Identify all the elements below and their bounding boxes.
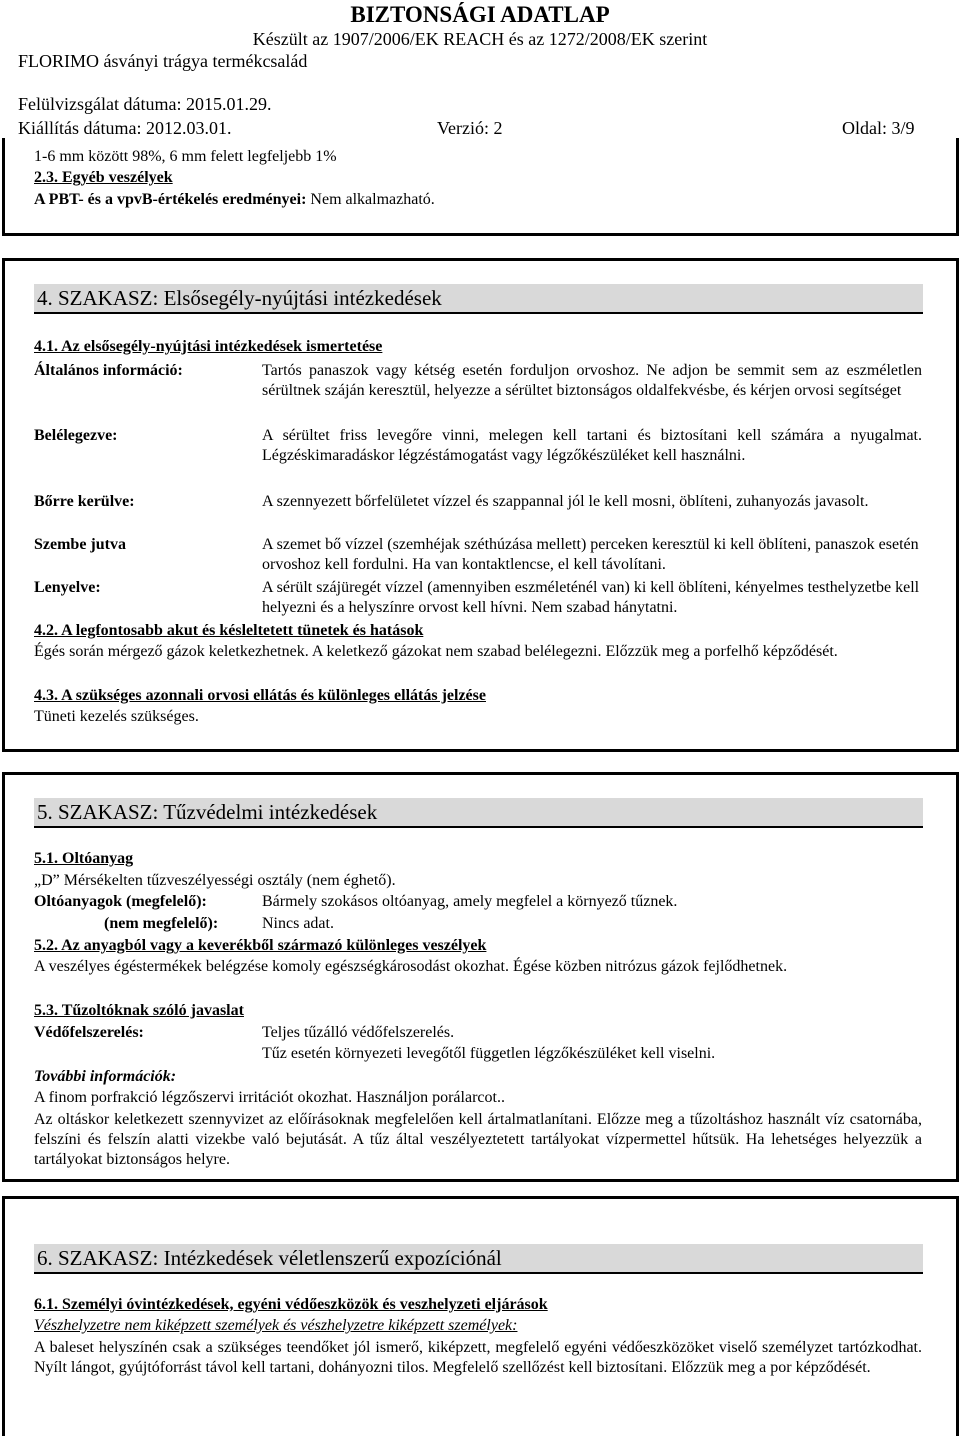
section4-3-heading: 4.3. A szükséges azonnali orvosi ellátás és különleges ellátás jelzése [34,687,486,704]
section5-2-heading: 5.2. Az anyagból vagy a keverékből származó különleges veszélyek [34,937,487,954]
additional-info-label: További információk: [34,1068,177,1085]
suitable-media-text: Bármely szokásos oltóanyag, amely megfelel a környező tűznek. [262,893,678,910]
section6-1-heading: 6.1. Személyi óvintézkedések, egyéni védőeszközök és veszhelyzeti eljárások [34,1296,548,1313]
section4-3-text: Tüneti kezelés szükséges. [34,708,199,725]
section5-title: 5. SZAKASZ: Tűzvédelmi intézkedések [34,798,923,828]
general-info-label: Általános információ: [34,362,183,379]
additional-info-text-1: A finom porfrakció légzőszervi irritációt okozhat. Használjon porálarcot.. [34,1089,505,1106]
eye-label: Szembe jutva [34,536,126,553]
section5-1-heading: 5.1. Oltóanyag [34,850,134,867]
version: Verzió: 2 [437,118,503,138]
product-name: FLORIMO ásványi trágya termékcsalád [18,51,308,71]
general-info-text: Tartós panaszok vagy kétség esetén forduljon orvoshoz. Ne adjon be semmit sem az eszméletlen sérültnek száján keresztül, helyezze a sérültet biztonságos oldalfekvésbe, és kérjen orvosi segítséget [262,362,922,399]
section5-2-text: A veszélyes égéstermékek belégzése komoly egészségkárosodást okozhat. Égése közben nitrózus gázok fejlődhetnek. [34,958,788,975]
section6-title: 6. SZAKASZ: Intézkedések véletlenszerű expozíciónál [34,1244,923,1274]
eye-text: A szemet bő vízzel (szemhéjak széthúzása mellett) perceken keresztül ki kell öblíteni, panaszok esetén orvoshoz kell fordulni. Ha van kontaktlencse, el kell távolítani. [262,536,919,573]
section4-1-heading: 4.1. Az elsősegély-nyújtási intézkedések ismertetése [34,338,383,355]
pbt-value: Nem alkalmazható. [306,191,435,208]
ingestion-text: A sérült szájüregét vízzel (amennyiben eszméleténél van) ki kell öblíteni, kényelmes testhelyzetbe kell helyezni és a helyszínre orvost kell hívni. Nem szabad hánytatni. [262,579,920,616]
skin-text: A szennyezett bőrfelületet vízzel és szappannal jól le kell mosni, öblíteni, zuhanyozás javasolt. [262,493,869,510]
inhalation-label: Belélegezve: [34,427,118,444]
section2-3-heading: 2.3. Egyéb veszélyek [34,169,173,186]
suitable-media-label: Oltóanyagok (megfelelő): [34,893,207,910]
document-title: BIZTONSÁGI ADATLAP [350,2,610,27]
additional-info-text-2: Az oltáskor keletkezett szennyvizet az előírásoknak megfelelően kell ártalmatlanítani. Előzze meg a tűzoltáshoz használt víz csatornába, felszíni és felszín alatti vizekbe való bejutását. A tűz által veszélyeztetett tartályokat vízpermettel hűtsük. Ha lehetséges helyezzük a tartályokat biztonságos helyre. [34,1111,922,1168]
grain-size-text: 1-6 mm között 98%, 6 mm felett legfeljebb 1% [34,148,337,165]
fire-class-text: „D” Mérsékelten tűzveszélyességi osztály (nem éghető). [34,872,396,889]
section5-3-heading: 5.3. Tűzoltóknak szóló javaslat [34,1002,244,1019]
pbt-line [34,190,435,210]
unsuitable-media-label: (nem megfelelő): [104,915,219,932]
revision-date: Felülvizsgálat dátuma: 2015.01.29. [18,94,272,114]
section6-1-subheading: Vészhelyzetre nem kiképzett személyek és vészhelyzetre kiképzett személyek: [34,1317,518,1334]
section4-2-heading: 4.2. A legfontosabb akut és késleltetett tünetek és hatások [34,622,424,639]
section6-1-text: A baleset helyszínén csak a szükséges teendőket jól ismerő, kiképzett, megfelelő egyéni védőeszközöket viselő személyzet tartózkodhat. Nyílt lángot, gyújtóforrást távol kell tartani, dohányozni tilos. Megfelelő szellőzést kell biztosítani. Előzzük meg a por képződését. [34,1339,922,1376]
issue-date: Kiállítás dátuma: 2012.03.01. [18,118,232,138]
skin-label: Bőrre kerülve: [34,493,135,510]
ingestion-label: Lenyelve: [34,579,101,596]
page-number: Oldal: 3/9 [842,118,915,138]
section4-title: 4. SZAKASZ: Elsősegély-nyújtási intézkedések [34,284,923,314]
pbt-label: A PBT- és a vpvB-értékelés eredményei: [34,191,307,208]
ppe-text-2: Tűz esetén környezeti levegőtől független légzőkészüléket kell viselni. [262,1045,716,1062]
section4-2-text: Égés során mérgező gázok keletkezhetnek. A keletkező gázokat nem szabad belélegezni. Előzzük meg a porfelhő képződését. [34,643,838,660]
inhalation-text: A sérültet friss levegőre vinni, melegen kell tartani és biztosítani kell számára a nyugalmat. Légzéskimaradáskor légzéstámogatást vagy légzőkészüléket kell használni. [262,427,922,464]
regulation-line: Készült az 1907/2006/EK REACH és az 1272/2008/EK szerint [252,29,708,49]
ppe-label: Védőfelszerelés: [34,1024,144,1041]
unsuitable-media-text: Nincs adat. [262,915,334,932]
ppe-text-1: Teljes tűzálló védőfelszerelés. [262,1024,455,1041]
